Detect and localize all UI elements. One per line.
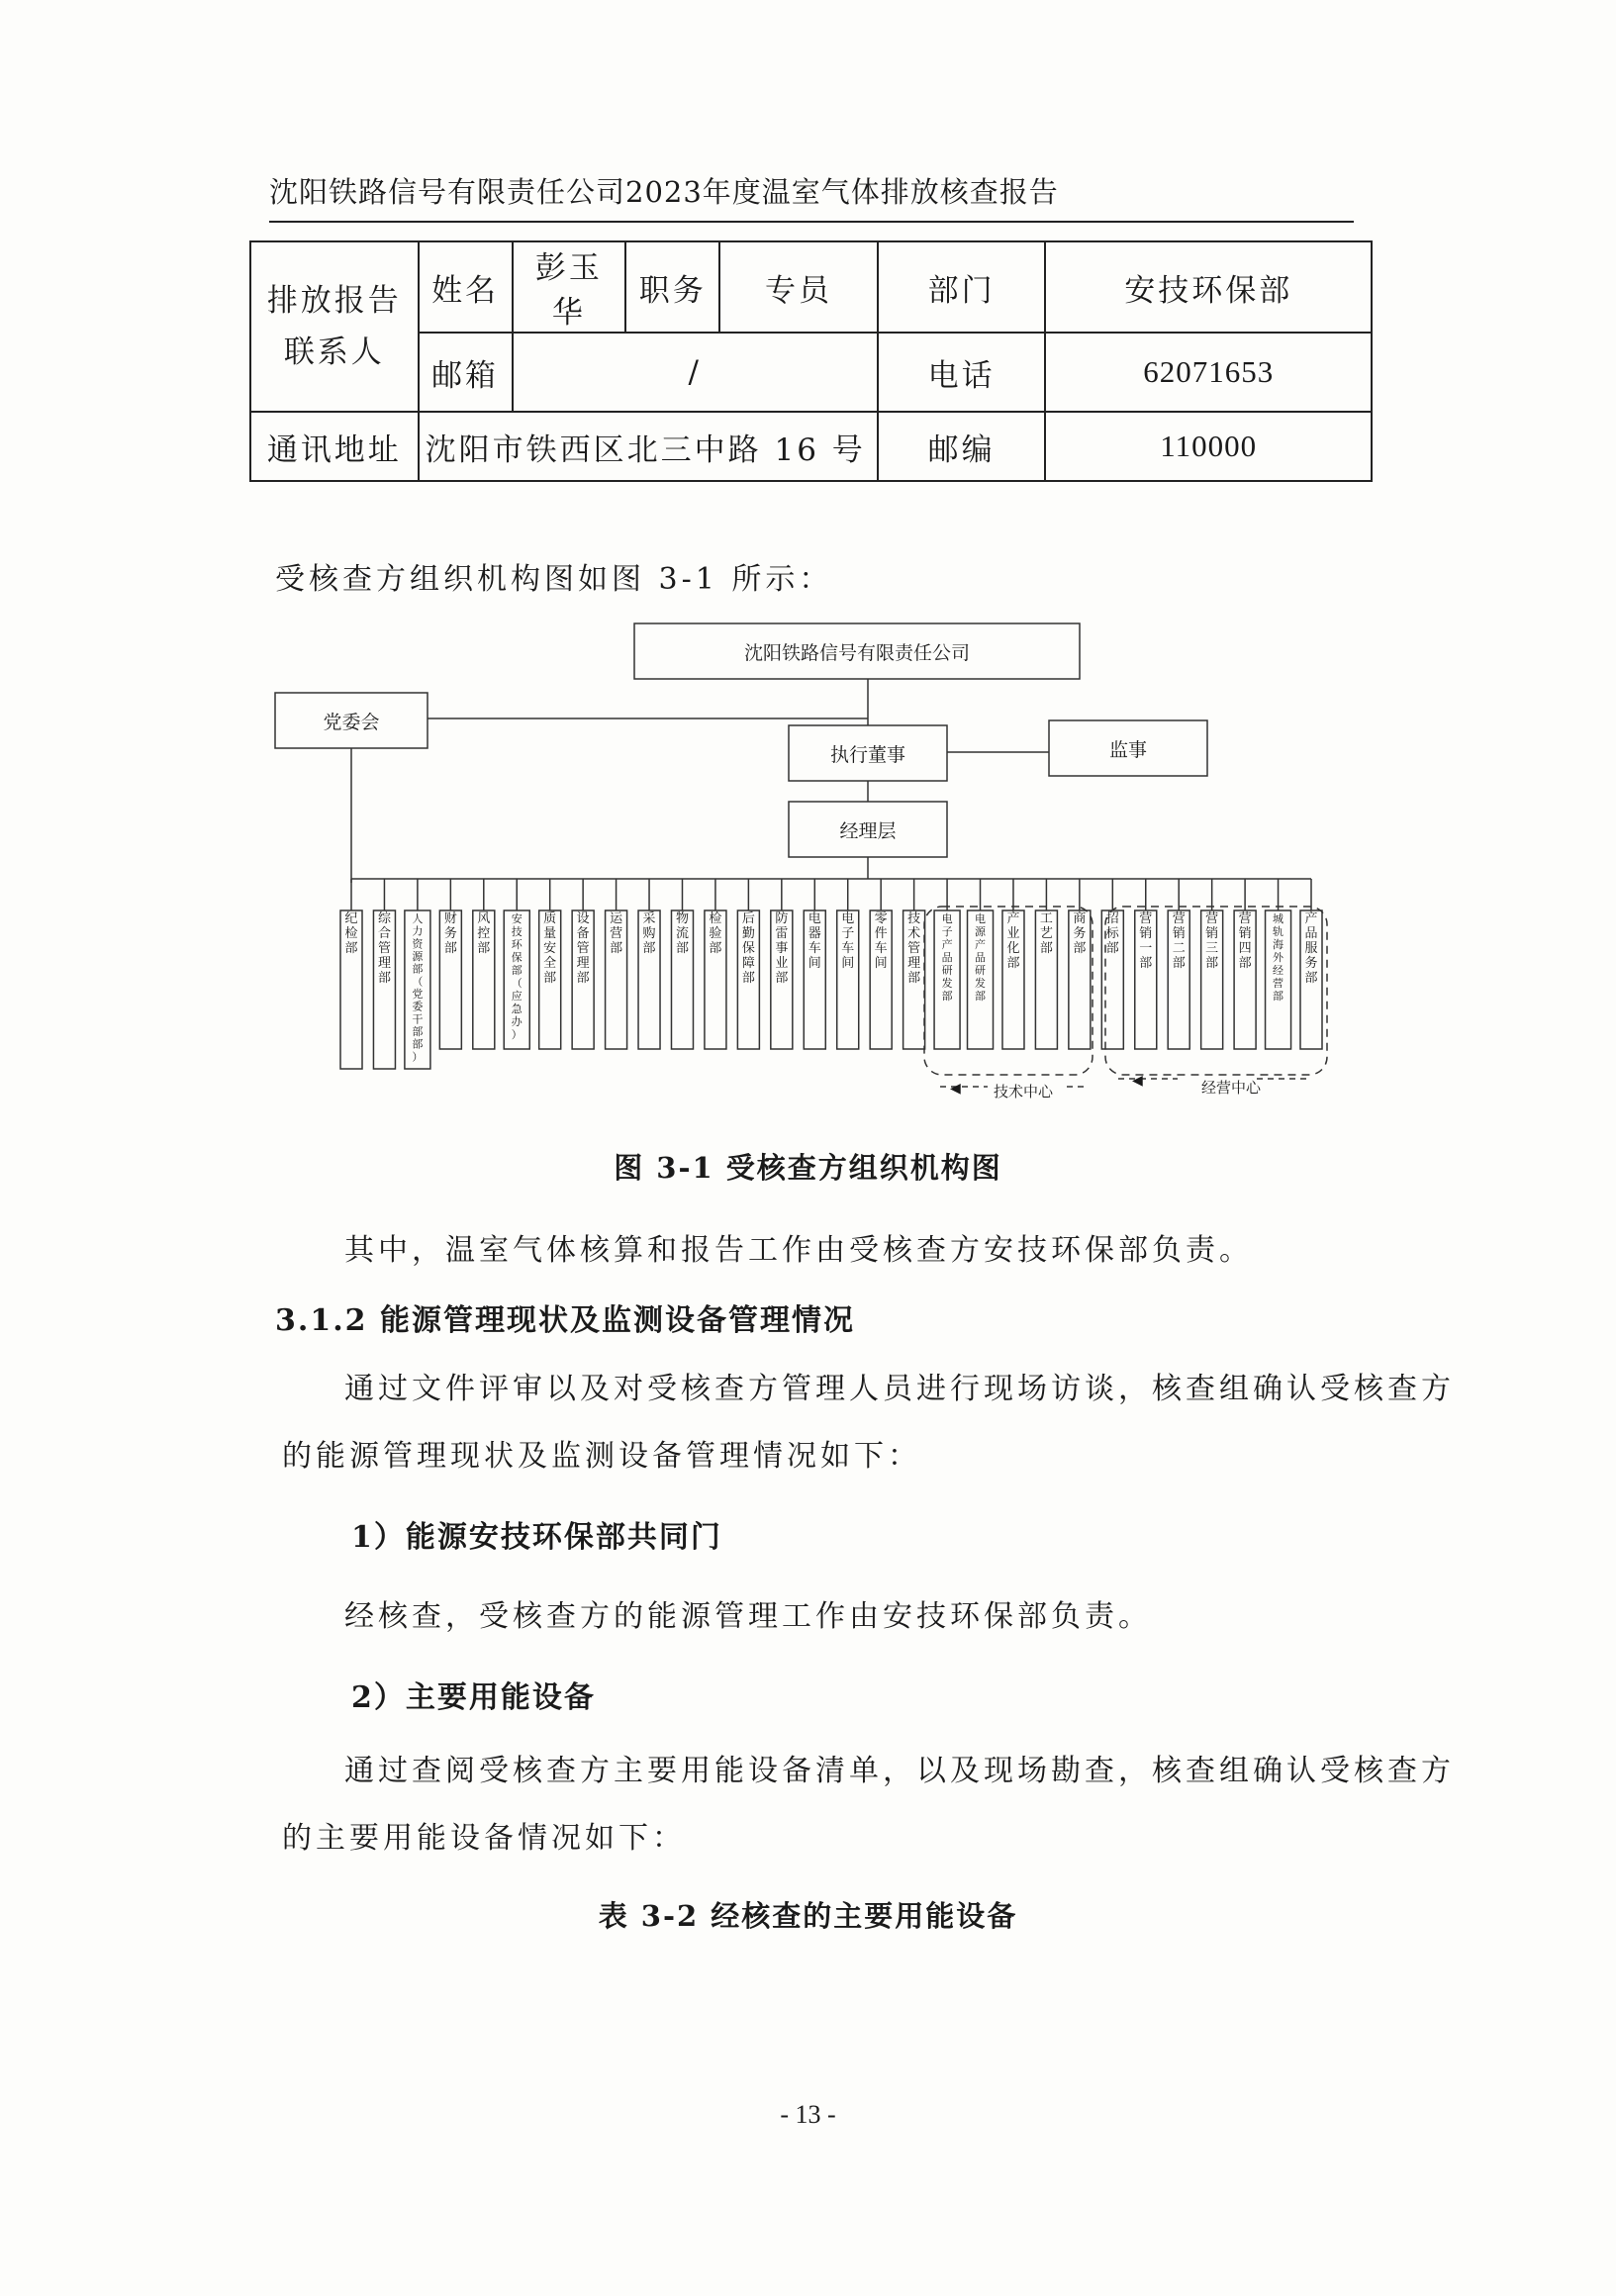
department-label: 设备管理部	[576, 911, 590, 986]
table-caption: 表 3-2 经核查的主要用能设备	[598, 1899, 1018, 1933]
section-heading: 3.1.2 能源管理现状及监测设备管理情况	[275, 1303, 855, 1338]
department-label: 电子产品研发部	[941, 912, 953, 1003]
department-label: 安技环保部（应急办）	[511, 912, 523, 1041]
department-label: 检验部	[709, 911, 722, 956]
tech-center-label: 技术中心	[994, 1083, 1054, 1100]
para-1: 其中，温室气体核算和报告工作由受核查方安技环保部负责。	[344, 1233, 1253, 1268]
department-label: 城轨海外经营部	[1273, 912, 1284, 1003]
department-label: 营销三部	[1205, 911, 1219, 971]
postcode-value: 110000	[1045, 412, 1372, 481]
department-label: 纪检部	[344, 911, 358, 956]
department-label: 采购部	[642, 911, 656, 956]
address-label: 通讯地址	[250, 412, 419, 481]
department-label: 营销四部	[1238, 911, 1252, 971]
executive-label: 执行董事	[829, 744, 906, 766]
department-label: 产品服务部	[1304, 911, 1318, 986]
department-label: 运营部	[610, 911, 623, 956]
company-label: 沈阳铁路信号有限责任公司	[743, 642, 971, 664]
figure-caption: 图 3-1 受核查方组织机构图	[614, 1151, 1002, 1185]
dept-label: 部门	[878, 241, 1046, 333]
sales-center-arrow-left: ◀	[1132, 1073, 1143, 1089]
department-label: 营销二部	[1172, 911, 1186, 971]
department-label: 招标部	[1105, 911, 1119, 956]
subheading-1: 1）能源安技环保部共同门	[351, 1520, 722, 1555]
department-label: 电器车间	[808, 911, 821, 971]
department-label: 电子车间	[841, 911, 855, 971]
sales-center-label: 经营中心	[1201, 1079, 1262, 1097]
name-value: 彭玉华	[513, 241, 626, 333]
page-number: - 13 -	[780, 2100, 836, 2129]
supervisor-label: 监事	[1108, 739, 1148, 761]
postcode-label: 邮编	[878, 412, 1046, 481]
department-label: 产业化部	[1006, 911, 1020, 971]
management-label: 经理层	[839, 820, 897, 842]
department-label: 工艺部	[1039, 911, 1053, 956]
email-label: 邮箱	[419, 333, 513, 412]
para-4-line-2: 的主要用能设备情况如下：	[282, 1821, 686, 1856]
contact-table	[249, 240, 1373, 482]
department-label: 风控部	[477, 911, 491, 956]
subheading-2: 2）主要用能设备	[351, 1680, 596, 1715]
para-3: 经核查，受核查方的能源管理工作由安技环保部负责。	[344, 1599, 1152, 1634]
department-label: 综合管理部	[377, 911, 391, 986]
department-label: 财务部	[443, 911, 457, 956]
tech-center-arrow-left: ◀	[950, 1081, 961, 1097]
contact-label: 排放报告 联系人	[250, 241, 419, 412]
phone-value: 62071653	[1045, 333, 1372, 412]
phone-label: 电话	[878, 333, 1046, 412]
address-value: 沈阳市铁西区北三中路 16 号	[419, 412, 878, 481]
department-label: 技术管理部	[907, 911, 921, 986]
position-value: 专员	[719, 241, 878, 333]
email-value: /	[513, 333, 878, 412]
intro-text: 受核查方组织机构图如图 3-1 所示：	[275, 562, 833, 597]
party-label: 党委会	[323, 712, 380, 733]
dept-value: 安技环保部	[1045, 241, 1372, 333]
department-label: 人力资源部（党委干部部）	[412, 912, 424, 1064]
department-label: 防雷事业部	[775, 911, 789, 986]
name-label: 姓名	[419, 241, 513, 333]
department-label: 质量安全部	[543, 911, 557, 986]
position-label: 职务	[625, 241, 719, 333]
para-4-line-1: 通过查阅受核查方主要用能设备清单，以及现场勘查，核查组确认受核查方	[344, 1754, 1455, 1788]
department-label: 物流部	[675, 911, 689, 956]
org-chart	[257, 614, 1385, 1118]
department-label: 零件车间	[874, 911, 888, 971]
department-label: 后勤保障部	[741, 911, 755, 986]
department-label: 营销一部	[1139, 911, 1153, 971]
page-header: 沈阳铁路信号有限责任公司2023年度温室气体排放核查报告	[269, 170, 1354, 223]
department-label: 电源产品研发部	[975, 912, 987, 1003]
para-2-line-2: 的能源管理现状及监测设备管理情况如下：	[282, 1439, 921, 1474]
department-label: 商务部	[1073, 911, 1087, 956]
para-2-line-1: 通过文件评审以及对受核查方管理人员进行现场访谈，核查组确认受核查方	[344, 1372, 1455, 1406]
